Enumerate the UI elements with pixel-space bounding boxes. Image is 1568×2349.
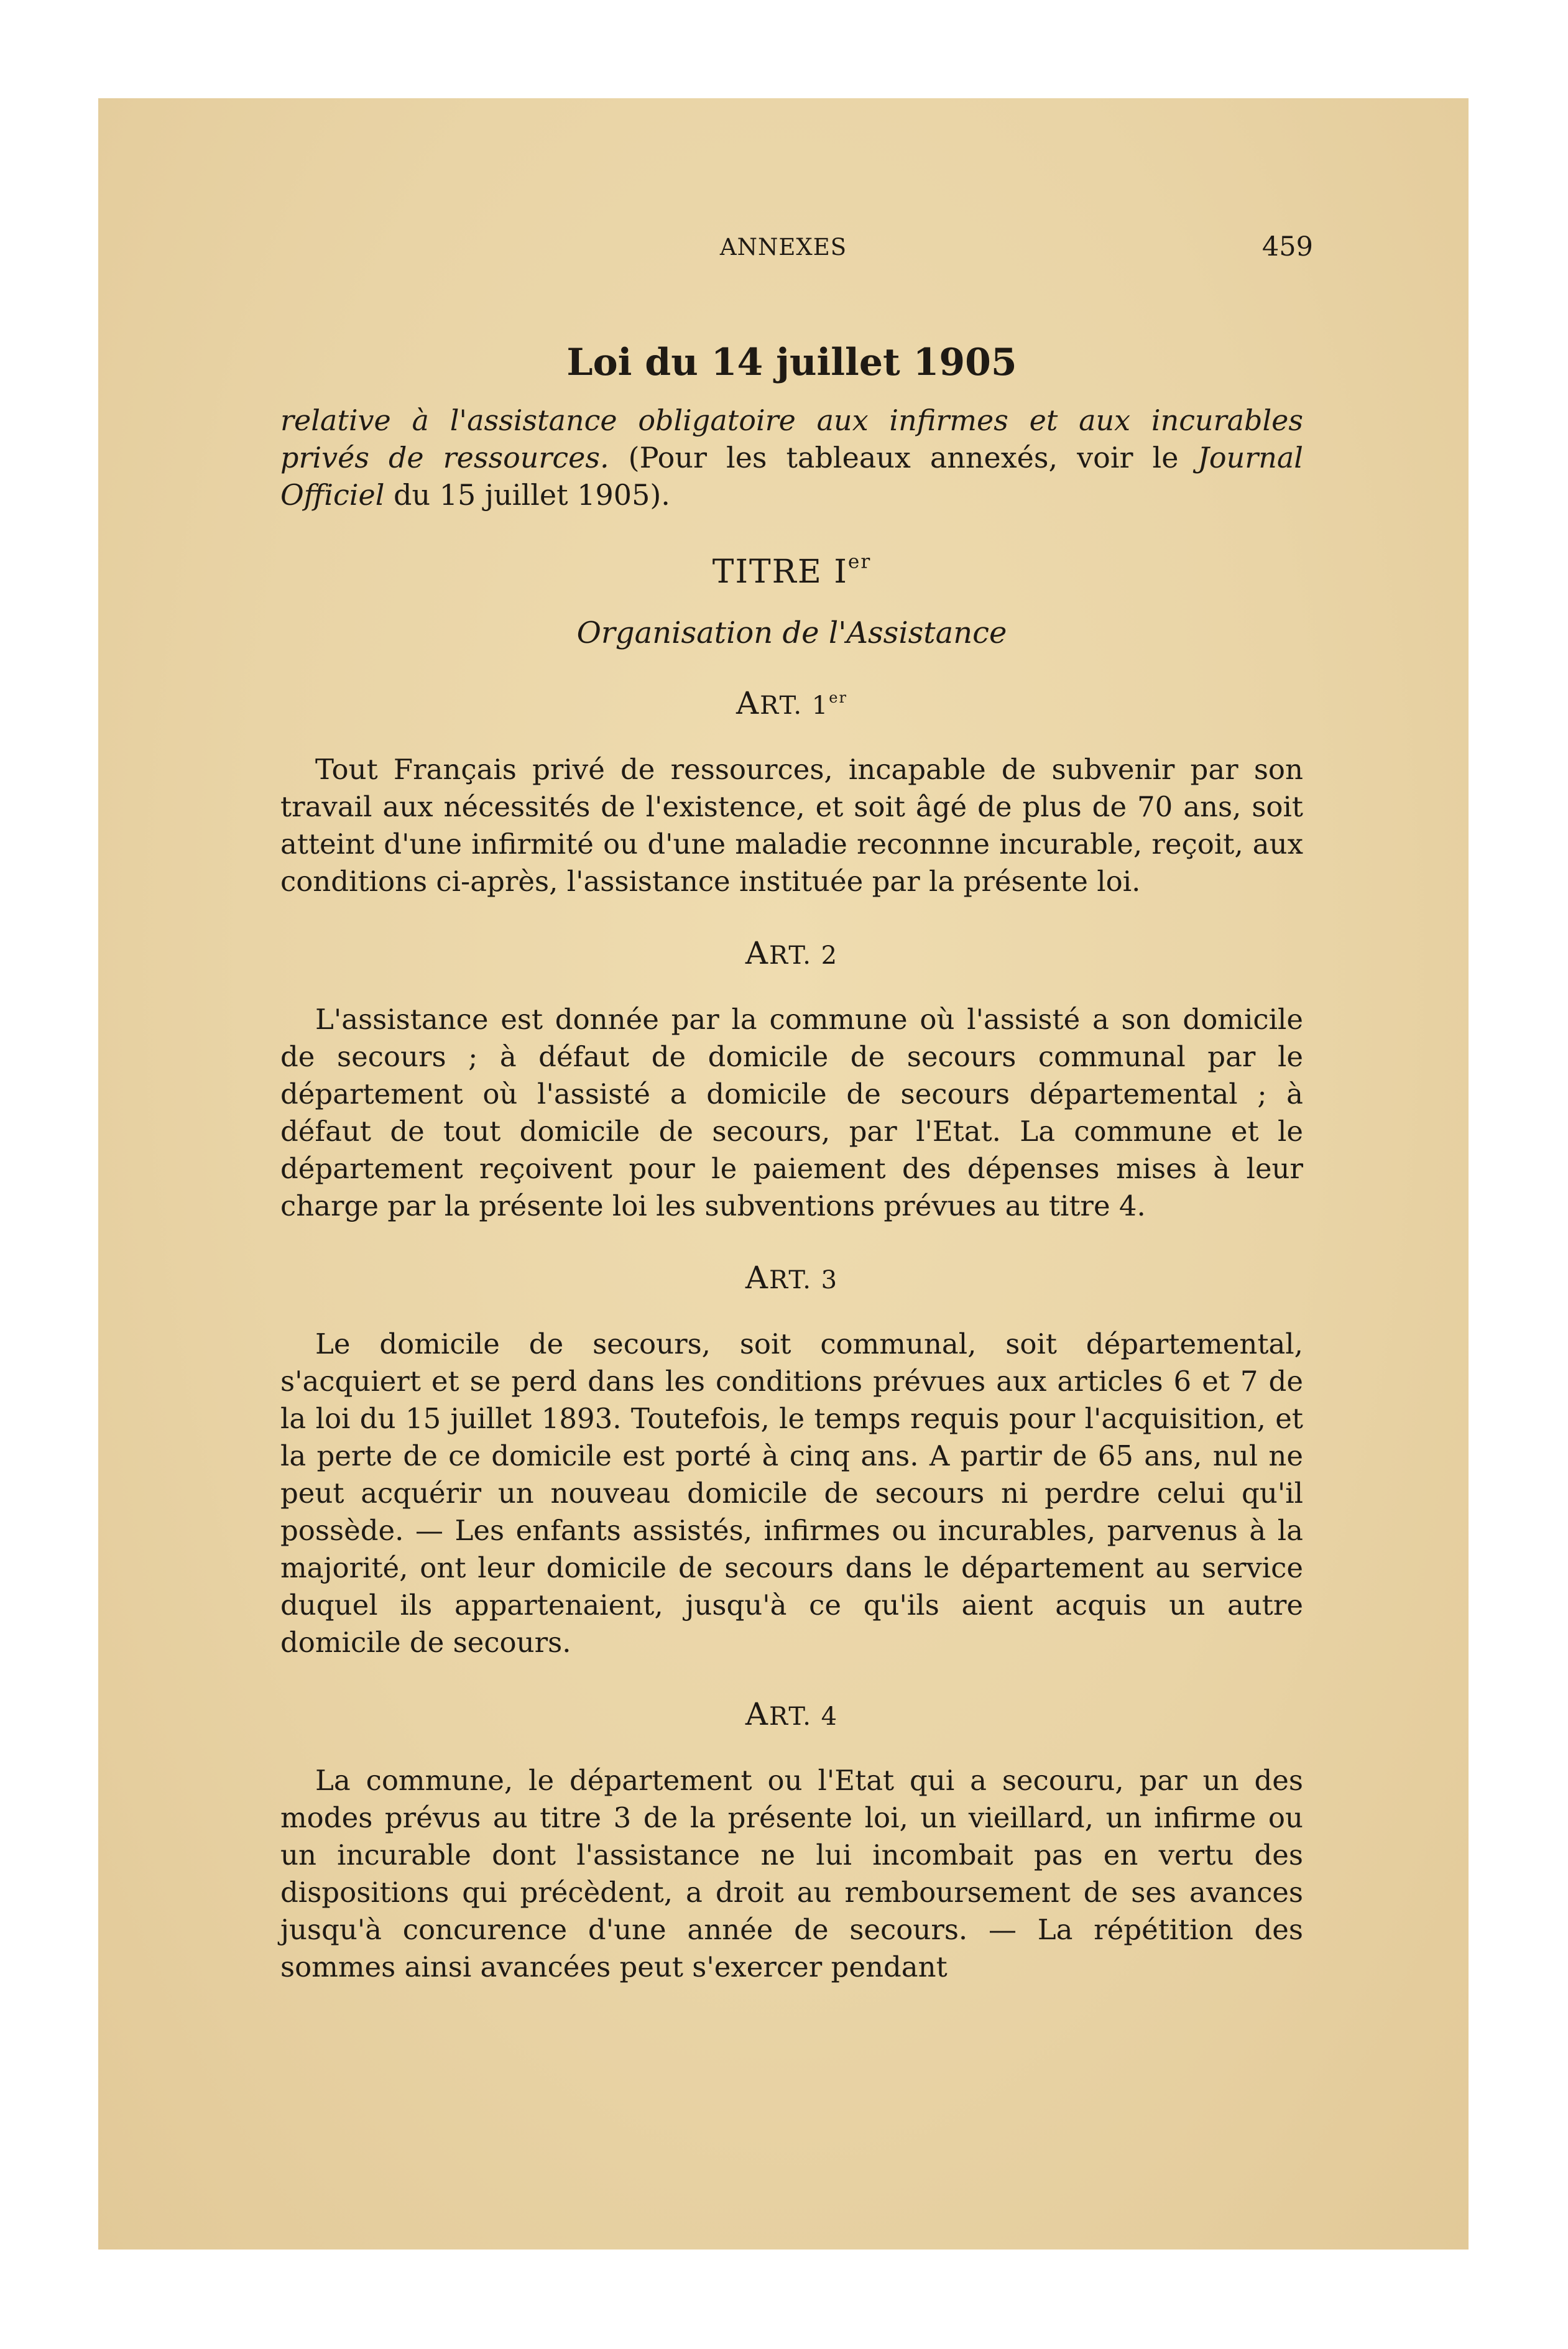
law-title: Loi du 14 juillet 1905 [566, 341, 1017, 384]
article-heading-rest: RT. 4 [769, 1702, 839, 1731]
article-heading-sup: er [829, 689, 847, 706]
article-2-text: L'assistance est donnée par la commune où l'assisté a son domicile de secours ; à défaut de domicile de secours communal par le département où l'assisté a domicile de secours départemental ; à défaut de tout domicile de secours, par l'Etat. La commune et le département reçoivent pour le paiement des dépenses mises à leur charge par la présente loi les subventions prévues au titre 4. [280, 1003, 1303, 1222]
article-heading-initial: A [745, 935, 769, 971]
article-heading-initial: A [745, 1260, 769, 1296]
article-heading-rest: RT. 1 [760, 691, 829, 720]
article-heading-rest: RT. 2 [769, 941, 839, 970]
law-intro-plain-1: (Pour les tableaux annexés, voir le [609, 441, 1198, 474]
titre-label-sup: er [847, 550, 872, 573]
titre-heading [280, 550, 1303, 591]
article-heading-2 [280, 935, 1303, 971]
article-heading-4 [280, 1696, 1303, 1732]
article-heading-rest: RT. 3 [769, 1266, 839, 1294]
document-page [98, 98, 1469, 2250]
titre-subtitle: Organisation de l'Assistance [576, 616, 1007, 650]
article-1-text: Tout Français privé de ressources, incapable de subvenir par son travail aux nécessités de l'existence, et soit âgé de plus de 70 ans, soit atteint d'une infirmité ou d'une maladie reconnne incurable, reçoit, aux conditions ci-après, l'assistance instituée par la présente loi. [280, 753, 1303, 898]
article-heading-1 [280, 685, 1303, 721]
article-4-text: La commune, le département ou l'Etat qui a secouru, par un des modes prévus au titre 3 de la présente loi, un vieillard, un infirme ou un incurable dont l'assistance ne lui incombait pas en vertu des dispositions qui précèdent, a droit au remboursement de ses avances jusqu'à concurence d'une année de secours. — La répétition des sommes ainsi avancées peut s'exercer pendant [280, 1764, 1303, 1983]
article-3-text: Le domicile de secours, soit communal, soit départemental, s'acquiert et se perd dans les conditions prévues aux articles 6 et 7 de la loi du 15 juillet 1893. Toutefois, le temps requis pour l'acquisition, et la perte de ce domicile est porté à cinq ans. A partir de 65 ans, nul ne peut acquérir un nouveau domicile de secours ni perdre celui qu'il possède. — Les enfants assistés, infirmes ou incurables, parvenus à la majorité, ont leur domicile de secours dans le département au service duquel ils appartenaient, jusqu'à ce qu'ils aient acquis un autre domicile de secours. [280, 1327, 1303, 1659]
running-head: ANNEXES [719, 234, 847, 261]
article-heading-3 [280, 1260, 1303, 1296]
law-intro-plain-2: du 15 juillet 1905). [384, 478, 670, 512]
page-content [280, 341, 1303, 1986]
article-heading-initial: A [736, 685, 760, 721]
page-header [98, 231, 1469, 271]
law-intro-italic-1: relative à l'assistance obligatoire aux infirmes et aux incurables privés de ressources. [280, 404, 1303, 474]
titre-label: TITRE I [712, 553, 848, 591]
law-intro [280, 402, 1303, 514]
article-heading-initial: A [745, 1696, 769, 1732]
page-number: 459 [1261, 231, 1313, 262]
journal-officiel-reference: Journal Officiel [280, 441, 1303, 512]
